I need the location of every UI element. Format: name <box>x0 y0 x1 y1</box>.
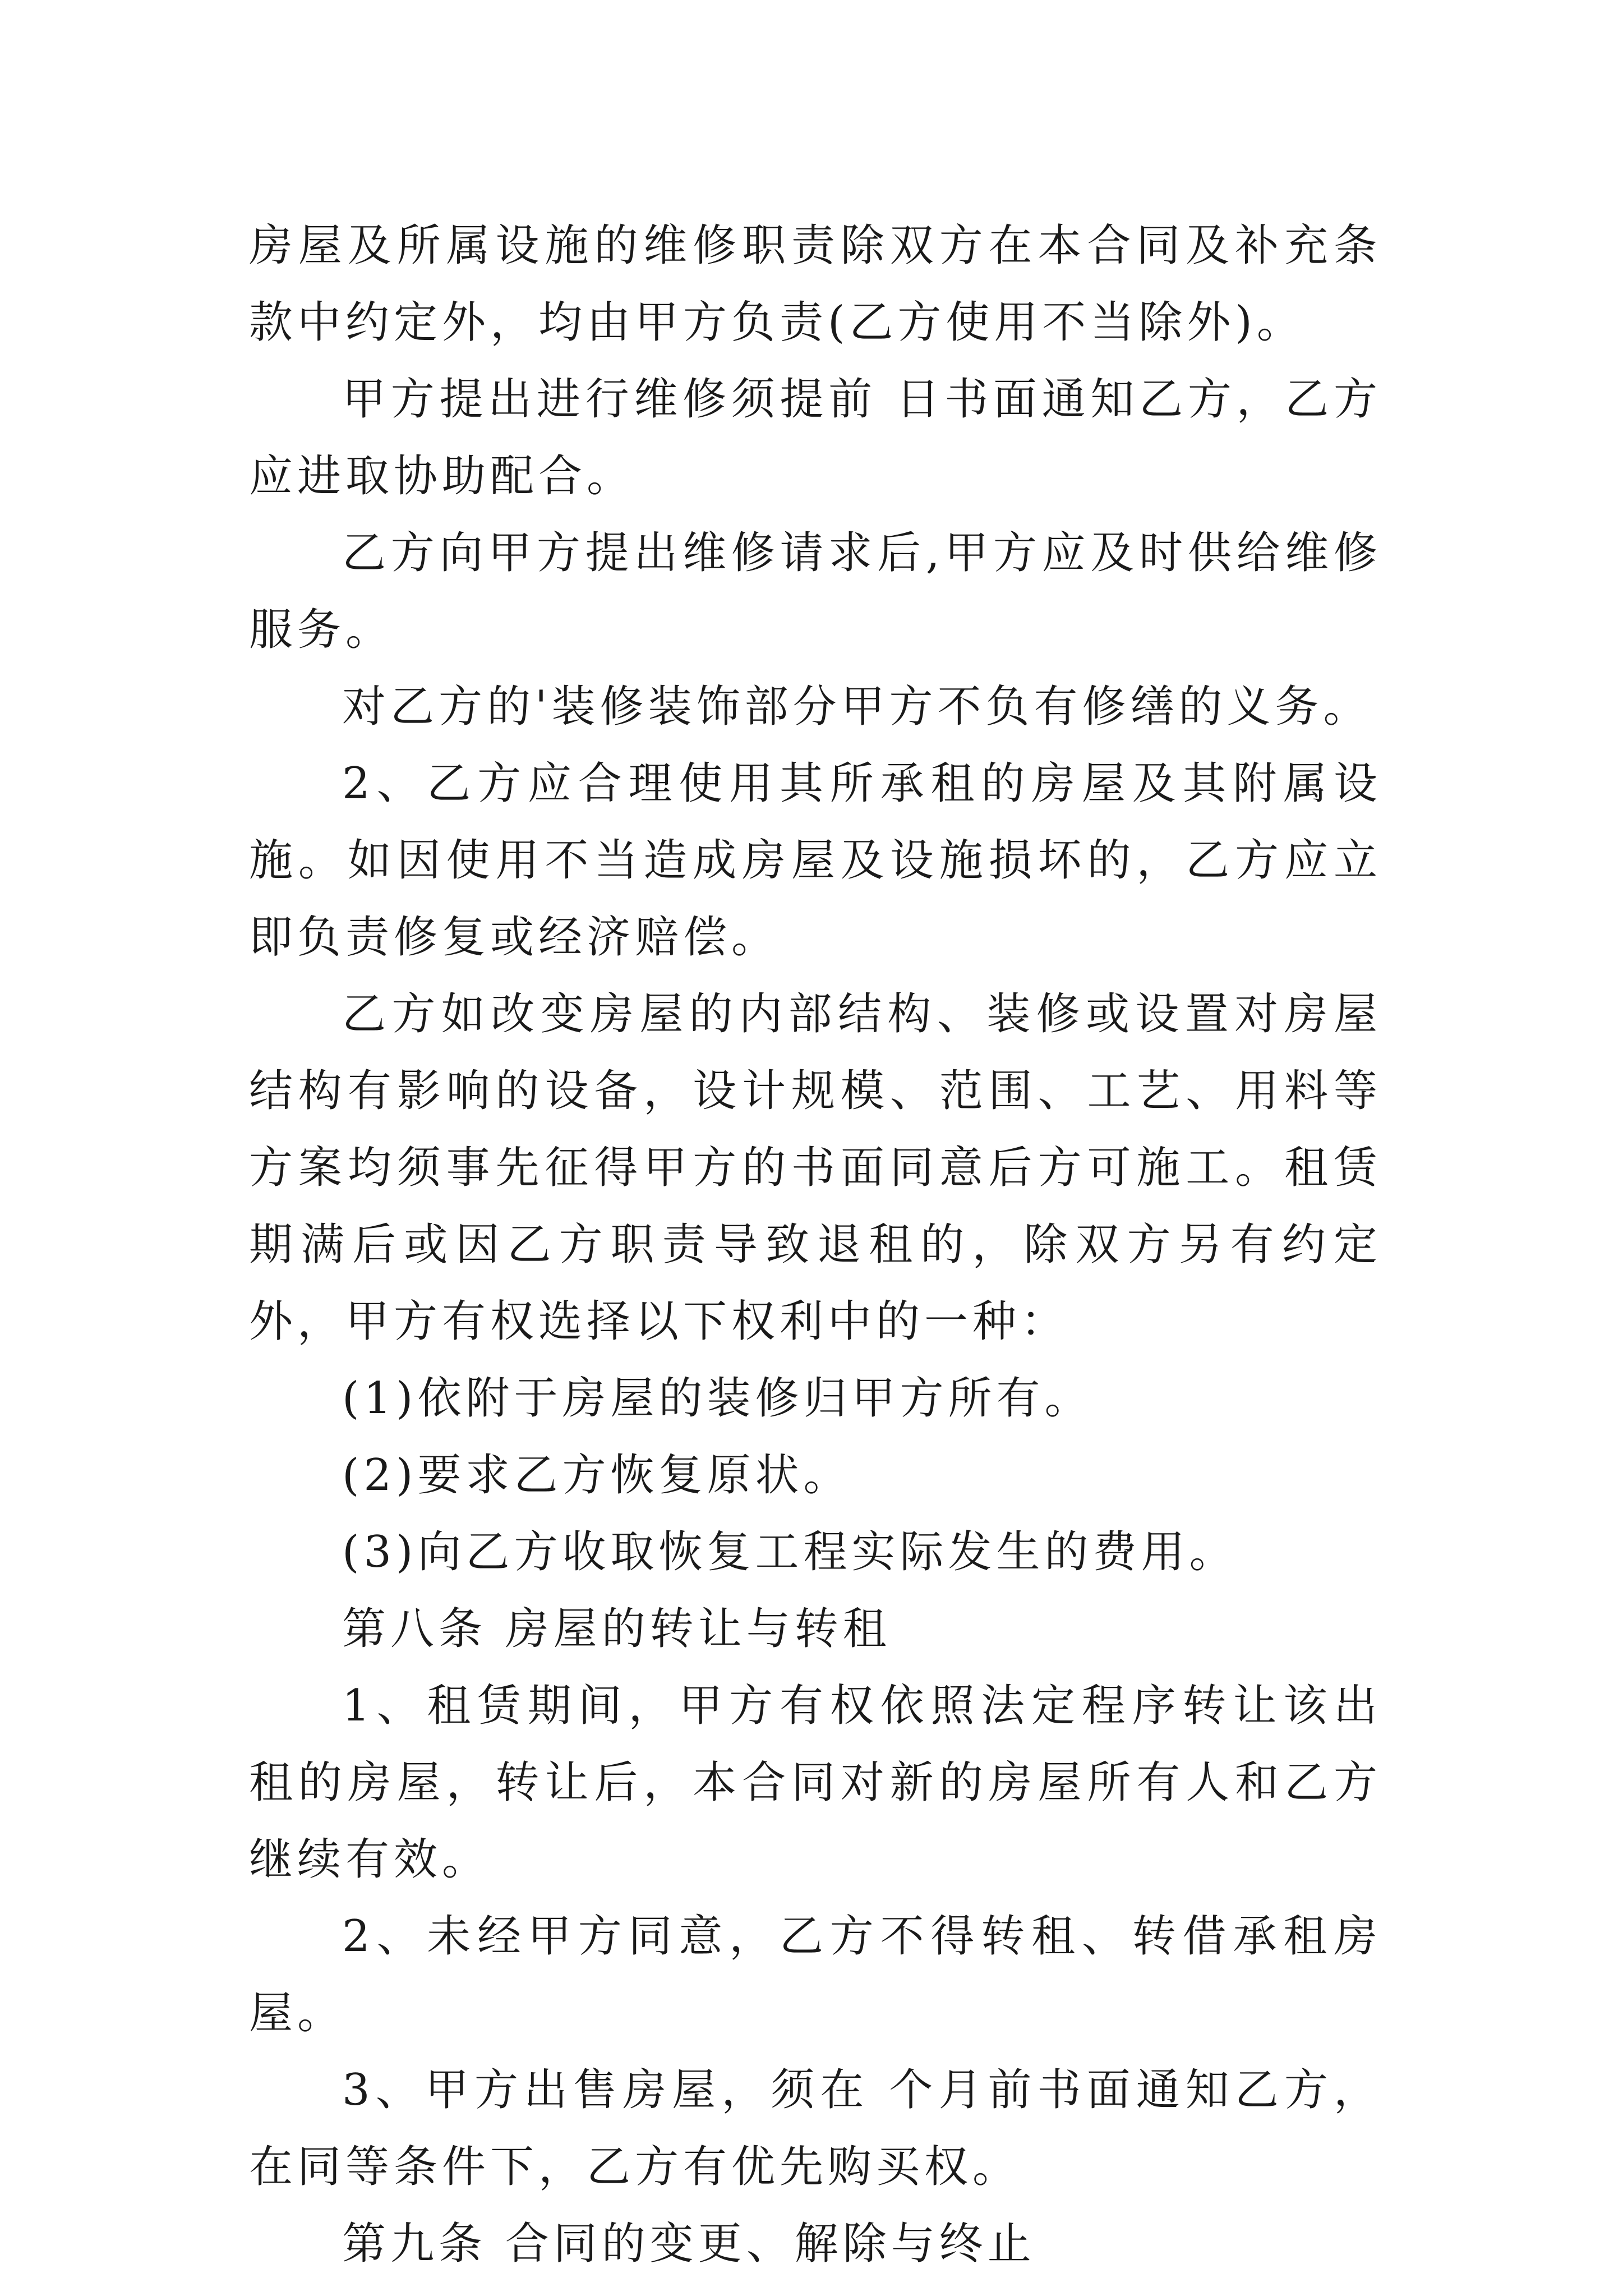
paragraph-decoration-exclusion: 对乙方的'装修装饰部分甲方不负有修缮的义务。 <box>342 682 1372 732</box>
paragraph-option-2: (2)要求乙方恢复原状。 <box>342 1450 852 1501</box>
paragraph-article-8-clause-2: 2、未经甲方同意，乙方不得转租、转借承租房屋。 <box>249 1911 1382 2039</box>
paragraph-article-8-clause-1: 1、租赁期间，甲方有权依照法定程序转让该出租的房屋，转让后，本合同对新的房屋所有人和乙方继续有效。 <box>249 1681 1382 1885</box>
paragraph-clause-2-proper-use: 2、乙方应合理使用其所承租的房屋及其附属设施。如因使用不当造成房屋及设施损坏的，乙方应立即负责修复或经济赔偿。 <box>249 758 1382 963</box>
heading-article-8: 第八条 房屋的转让与转租 <box>342 1604 891 1654</box>
document-body <box>249 208 1382 2283</box>
paragraph-option-1: (1)依附于房屋的装修归甲方所有。 <box>342 1373 1093 1424</box>
paragraph-repair-notice: 甲方提出进行维修须提前 日书面通知乙方，乙方应进取协助配合。 <box>249 374 1382 501</box>
paragraph-maintenance-duty: 房屋及所属设施的维修职责除双方在本合同及补充条款中约定外，均由甲方负责(乙方使用不当除外)。 <box>249 220 1382 348</box>
paragraph-repair-request: 乙方向甲方提出维修请求后,甲方应及时供给维修服务。 <box>249 528 1382 655</box>
heading-article-9: 第九条 合同的变更、解除与终止 <box>342 2219 1036 2269</box>
paragraph-article-8-clause-3: 3、甲方出售房屋，须在 个月前书面通知乙方，在同等条件下，乙方有优先购买权。 <box>249 2065 1382 2192</box>
paragraph-structural-change: 乙方如改变房屋的内部结构、装修或设置对房屋结构有影响的设备，设计规模、范围、工艺、用料等方案均须事先征得甲方的书面同意后方可施工。租赁期满后或因乙方职责导致退租的，除双方另有约定外，甲方有权选择以下权利中的一种： <box>249 989 1382 1347</box>
paragraph-option-3: (3)向乙方收取恢复工程实际发生的费用。 <box>342 1527 1238 1577</box>
